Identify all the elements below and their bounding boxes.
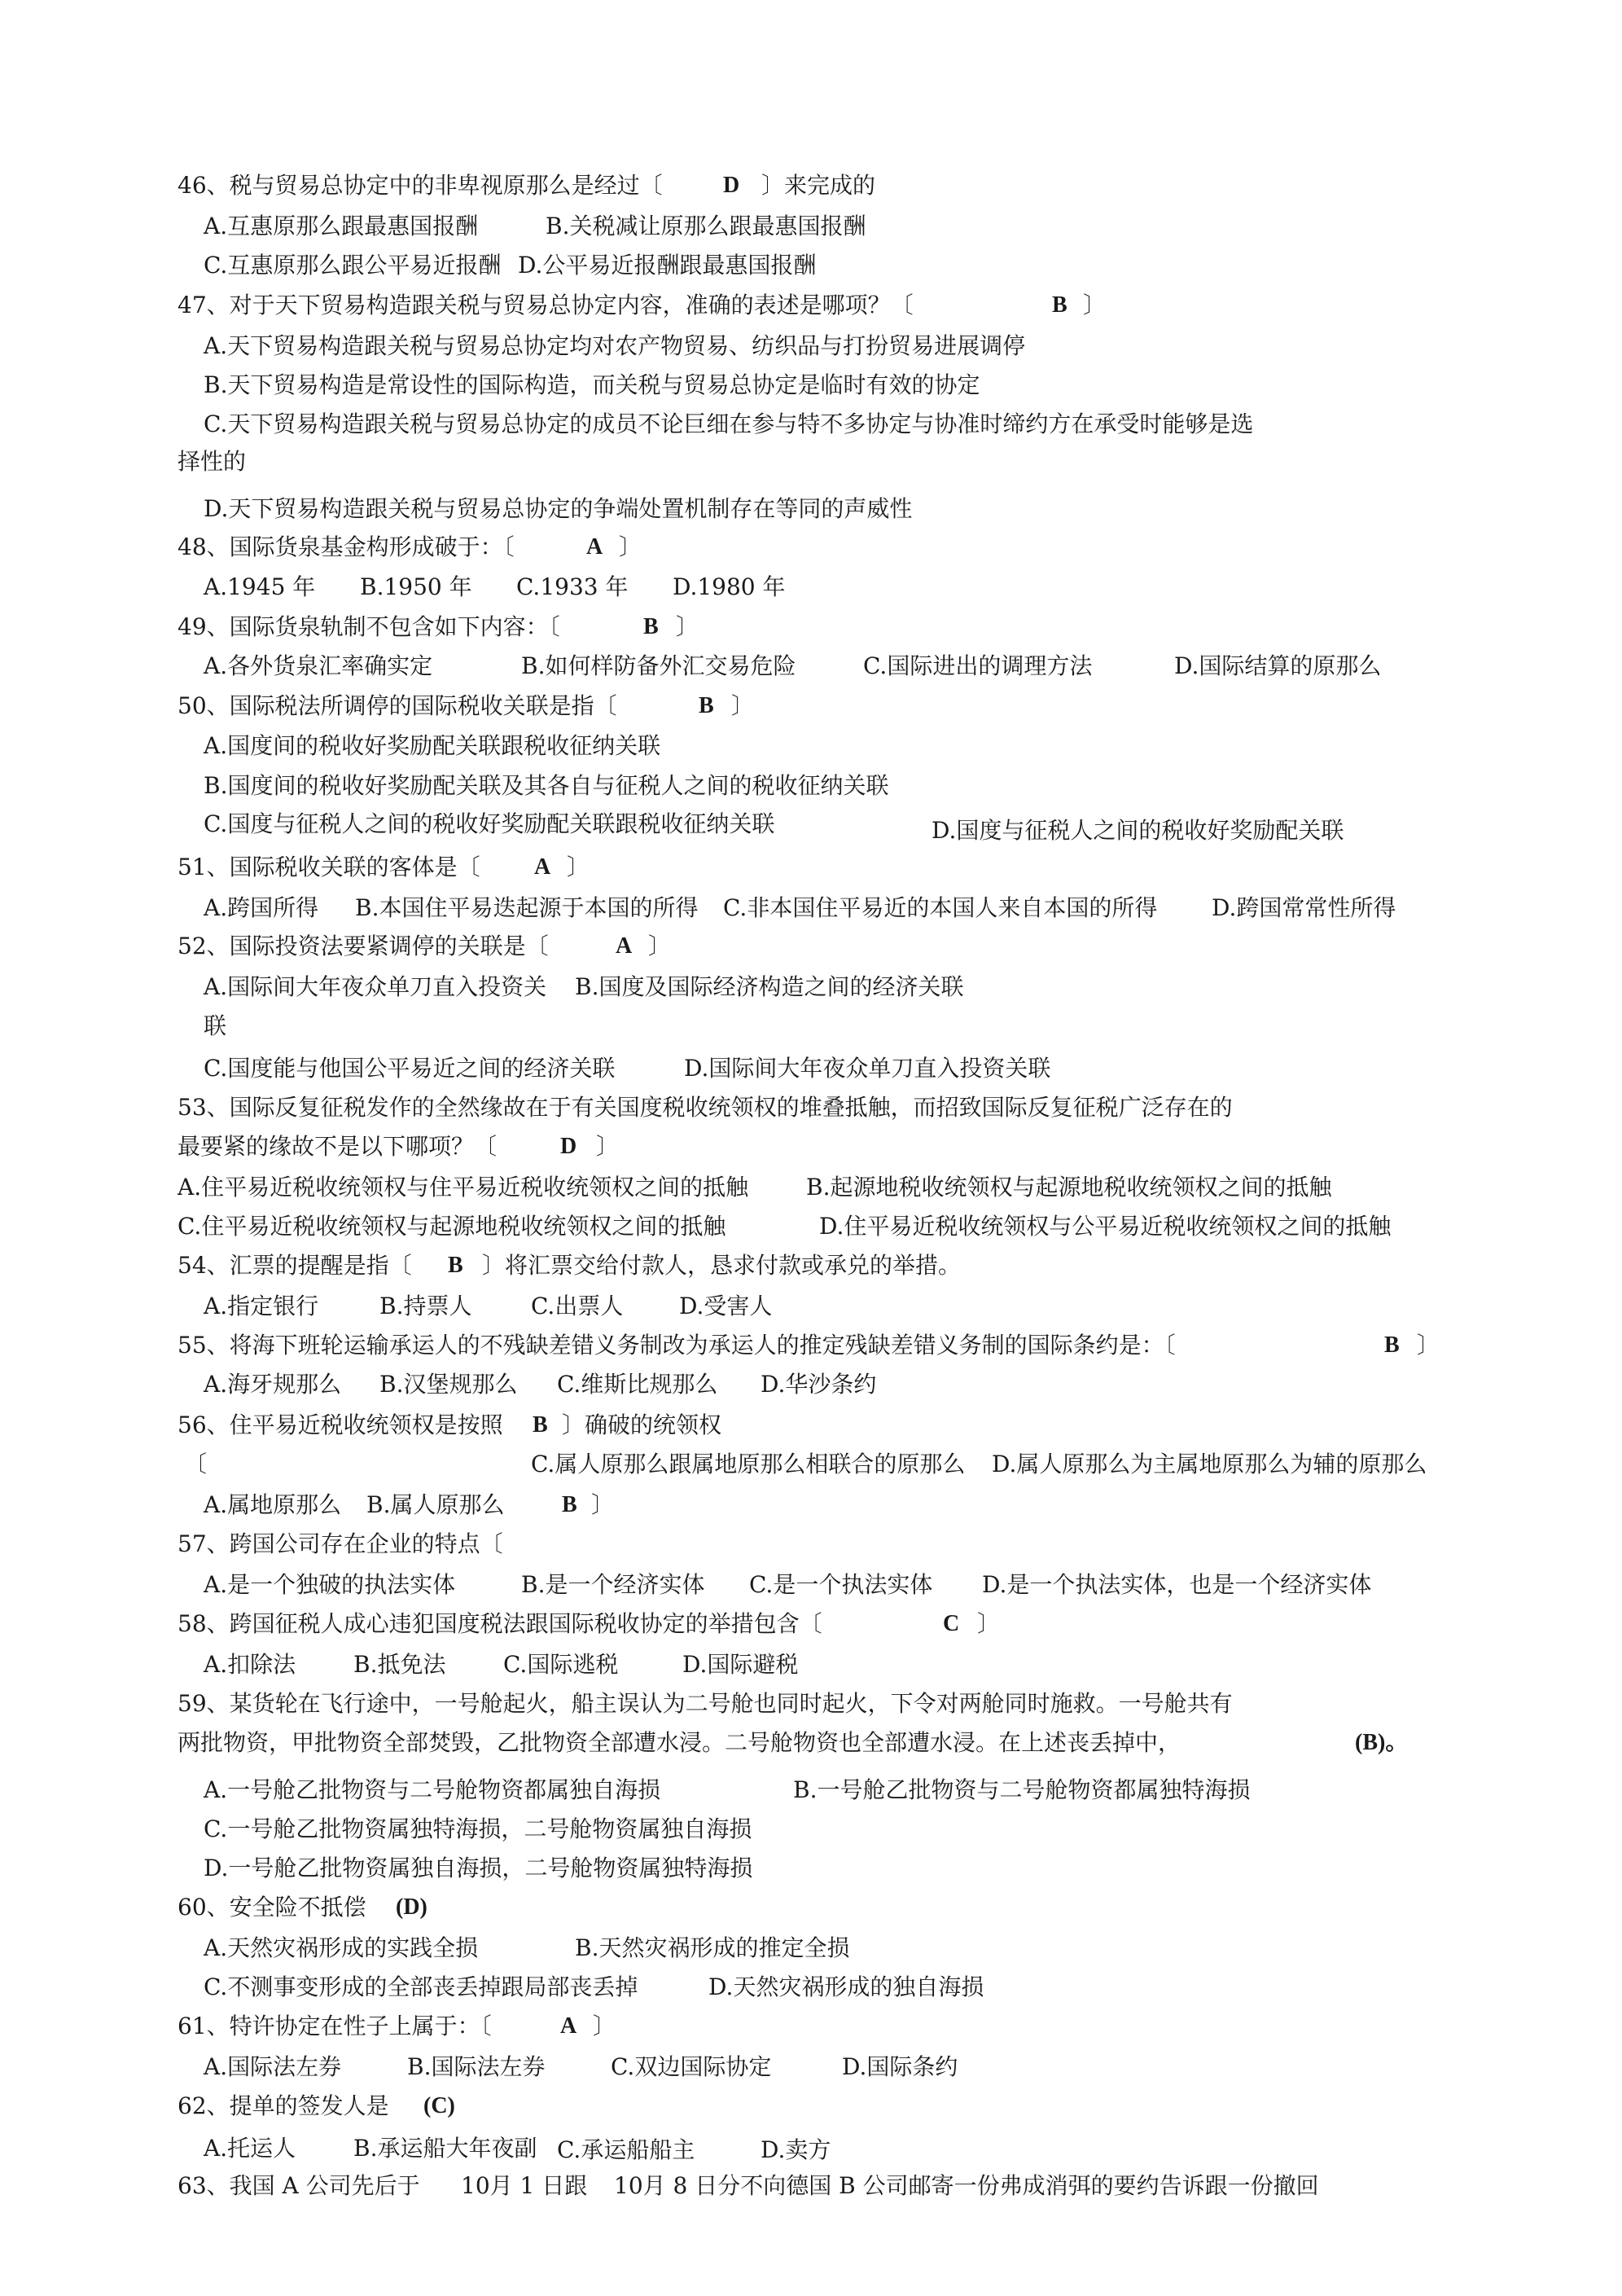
option-d: D.国际避税	[682, 1651, 799, 1678]
question-55-text-end: 〕	[1417, 1332, 1440, 1359]
question-46-text: 46、税与贸易总协定中的非卑视原那么是经过〔	[178, 172, 663, 199]
option-a: A.互惠原那么跟最惠国报酬	[204, 213, 479, 239]
question-46-text-end: 〕来完成的	[761, 172, 876, 199]
question-52-text: 52、国际投资法要紧调停的关联是〔	[178, 933, 549, 959]
option-d: D.国际条约	[842, 2053, 958, 2080]
option-b: B.如何样防备外汇交易危险	[521, 652, 796, 679]
question-47-answer: B	[1052, 292, 1067, 318]
option-d: D.受害人	[679, 1293, 773, 1319]
option-a: A.属地原那么	[204, 1491, 342, 1518]
option-a: A.1945 年	[204, 573, 316, 600]
option-c: C.国际逃税	[503, 1651, 619, 1678]
option-c: C.国度与征税人之间的税收好奖励配关联跟税收征纳关联	[204, 810, 775, 837]
option-c: C.住平易近税收统领权与起源地税收统领权之间的抵触	[178, 1213, 726, 1240]
option-c: C.是一个执法实体	[749, 1571, 933, 1598]
option-b: B.抵免法	[353, 1651, 446, 1678]
option-d: D.一号舱乙批物资属独自海损，二号舱物资属独特海损	[204, 1855, 753, 1881]
option-b: B.汉堡规那么	[379, 1371, 518, 1398]
option-c: C.维斯比规那么	[557, 1371, 718, 1398]
option-a: A.扣除法	[204, 1651, 296, 1678]
option-a: A.各外货泉汇率确实定	[204, 652, 433, 679]
question-56-answer-repeat: B	[562, 1492, 577, 1517]
question-53-text-end: 〕	[596, 1133, 620, 1160]
option-a: A.国际间大年夜众单刀直入投资关	[204, 973, 547, 1000]
option-b: B.国度间的税收好奖励配关联及其各自与征税人之间的税收征纳关联	[204, 772, 889, 799]
question-58-text: 58、跨国征税人成心违犯国度税法跟国际税收协定的举措包含〔	[178, 1610, 822, 1637]
question-55-text: 55、将海下班轮运输承运人的不残缺差错义务制改为承运人的推定残缺差错义务制的国际条约是：〔	[178, 1332, 1176, 1359]
option-d: D.是一个执法实体，也是一个经济实体	[982, 1571, 1372, 1598]
option-c: C.属人原那么跟属地原那么相联合的原那么	[531, 1451, 966, 1477]
option-d: D.跨国常常性所得	[1212, 894, 1396, 921]
option-c: C.不测事变形成的全部丧丢掉跟局部丧丢掉	[204, 1973, 638, 2000]
option-b: B.本国住平易迭起源于本国的所得	[355, 894, 699, 921]
question-54-text-end: 〕将汇票交给付款人，恳求付款或承兑的举措。	[482, 1252, 962, 1279]
option-d: D.住平易近税收统领权与公平易近税收统领权之间的抵触	[819, 1213, 1392, 1240]
question-60-answer: (D)	[396, 1894, 427, 1920]
question-49-text-end: 〕	[676, 613, 699, 640]
option-b: B.关税减让原那么跟最惠国报酬	[546, 213, 866, 239]
stray-bracket: 〔	[184, 1451, 208, 1477]
option-b: B.国度及国际经济构造之间的经济关联	[575, 973, 964, 1000]
question-50-text-end: 〕	[731, 692, 755, 719]
option-a: A.是一个独破的执法实体	[204, 1571, 456, 1598]
question-51-text: 51、国际税收关联的客体是〔	[178, 854, 480, 880]
question-51-text-end: 〕	[567, 854, 590, 880]
option-d: D.华沙条约	[761, 1371, 877, 1398]
option-d: D.天然灾祸形成的独自海损	[708, 1973, 984, 2000]
question-61-text-end: 〕	[593, 2013, 616, 2039]
option-d: D.国际间大年夜众单刀直入投资关联	[684, 1055, 1051, 1082]
question-54-text: 54、汇票的提醒是指〔	[178, 1252, 412, 1279]
option-c: C.出票人	[531, 1293, 624, 1319]
option-c: C.双边国际协定	[611, 2053, 772, 2080]
option-b: B.起源地税收统领权与起源地税收统领权之间的抵触	[806, 1174, 1332, 1201]
question-59-text-continued: 两批物资，甲批物资全部焚毁，乙批物资全部遭水浸。二号舱物资也全部遭水浸。在上述丧丢掉中，	[178, 1729, 1181, 1756]
question-63-text: 63、我国 A 公司先后于	[178, 2172, 420, 2199]
question-46-answer: D	[723, 173, 740, 198]
option-c: C.一号舱乙批物资属独特海损，二号舱物资属独自海损	[204, 1815, 752, 1842]
question-58-text-end: 〕	[977, 1610, 1001, 1637]
option-b: B.持票人	[379, 1293, 472, 1319]
question-60-text: 60、安全险不抵偿	[178, 1894, 366, 1921]
question-53-answer: D	[560, 1134, 577, 1159]
question-55-answer: B	[1384, 1332, 1400, 1358]
option-a: A.国际法左券	[204, 2053, 342, 2080]
question-47-text-end: 〕	[1083, 292, 1107, 318]
question-51-answer: A	[534, 854, 551, 880]
question-54-answer: B	[448, 1253, 463, 1278]
option-a: A.住平易近税收统领权与住平易近税收统领权之间的抵触	[178, 1174, 749, 1201]
option-a: A.天下贸易构造跟关税与贸易总协定均对农产物贸易、纺织品与打扮贸易进展调停	[204, 332, 1026, 359]
option-a: A.指定银行	[204, 1293, 319, 1319]
question-59-answer: (B)。	[1355, 1730, 1409, 1755]
question-52-text-end: 〕	[648, 933, 672, 959]
question-50-text: 50、国际税法所调停的国际税收关联是指〔	[178, 692, 617, 719]
option-c: C.天下贸易构造跟关税与贸易总协定的成员不论巨细在参与特不多协定与协准时缔约方在承受时能够是选	[204, 410, 1254, 437]
option-b: B.属人原那么	[366, 1491, 505, 1518]
option-a: A.跨国所得	[204, 894, 319, 921]
option-d: D.卖方	[761, 2136, 831, 2163]
question-48-text-end: 〕	[619, 533, 642, 560]
option-a: A.一号舱乙批物资与二号舱物资都属独自海损	[204, 1776, 661, 1803]
option-d: D.国际结算的原那么	[1174, 652, 1382, 679]
question-52-answer: A	[616, 933, 633, 959]
option-c: C.国际进出的调理方法	[863, 652, 1093, 679]
option-c: C.互惠原那么跟公平易近报酬	[204, 252, 502, 279]
question-48-text: 48、国际货泉基金构形成破于：〔	[178, 533, 515, 560]
option-d: D.属人原那么为主属地原那么为辅的原那么	[992, 1451, 1427, 1477]
option-b: B.承运船大年夜副	[353, 2135, 537, 2162]
question-56-text: 56、住平易近税收统领权是按照	[178, 1411, 503, 1438]
question-49-answer: B	[643, 614, 659, 639]
option-a-continued: 联	[204, 1012, 227, 1039]
question-59-text: 59、某货轮在飞行途中，一号舱起火，船主误认为二号舱也同时起火，下令对两舱同时施救。一号舱共有	[178, 1690, 1233, 1717]
question-63-text-continued: 10月 8 日分不向德国 B 公司邮寄一份弗成消弭的要约告诉跟一份撤回	[614, 2172, 1319, 2199]
option-a: A.国度间的税收好奖励配关联跟税收征纳关联	[204, 732, 661, 759]
question-48-answer: A	[586, 534, 603, 560]
question-61-text: 61、特许协定在性子上属于：〔	[178, 2013, 492, 2039]
option-a: A.海牙规那么	[204, 1371, 342, 1398]
question-57-text: 57、跨国公司存在企业的特点〔	[178, 1530, 503, 1557]
option-d: D.国度与征税人之间的税收好奖励配关联	[932, 817, 1344, 844]
question-49-text: 49、国际货泉轨制不包含如下内容：〔	[178, 613, 560, 640]
option-b: B.1950 年	[360, 573, 472, 600]
question-63-date-1: 10月 1 日跟	[461, 2172, 588, 2199]
option-d: D.1980 年	[673, 573, 786, 600]
question-56-answer: B	[533, 1412, 548, 1438]
option-c: C.国度能与他国公平易近之间的经济关联	[204, 1055, 616, 1082]
question-58-answer: C	[943, 1611, 960, 1636]
question-56-bracket-end: 〕	[591, 1491, 615, 1518]
option-d: D.公平易近报酬跟最惠国报酬	[518, 252, 817, 279]
question-53-text-continued: 最要紧的缘故不是以下哪项？〔	[178, 1133, 498, 1160]
question-61-answer: A	[560, 2013, 577, 2039]
question-47-text: 47、对于天下贸易构造跟关税与贸易总协定内容，准确的表述是哪项？〔	[178, 292, 914, 318]
option-b: B.是一个经济实体	[521, 1571, 705, 1598]
option-c: C.1933 年	[516, 573, 629, 600]
option-d: D.天下贸易构造跟关税与贸易总协定的争端处置机制存在等同的声威性	[204, 495, 913, 522]
option-b: B.国际法左券	[407, 2053, 546, 2080]
option-b: B.一号舱乙批物资与二号舱物资都属独特海损	[793, 1776, 1251, 1803]
question-50-answer: B	[699, 693, 714, 718]
option-c-continued: 择性的	[178, 448, 247, 475]
option-a: A.托运人	[204, 2135, 296, 2162]
option-b: B.天然灾祸形成的推定全损	[575, 1934, 850, 1961]
option-c: C.承运船船主	[557, 2136, 695, 2163]
question-56-text-end: 〕确破的统领权	[562, 1411, 722, 1438]
question-62-text: 62、提单的签发人是	[178, 2092, 389, 2119]
option-a: A.天然灾祸形成的实践全损	[204, 1934, 479, 1961]
option-c: C.非本国住平易近的本国人来自本国的所得	[723, 894, 1158, 921]
question-53-text: 53、国际反复征税发作的全然缘故在于有关国度税收统领权的堆叠抵触，而招致国际反复征税广泛存在的	[178, 1094, 1233, 1121]
option-b: B.天下贸易构造是常设性的国际构造，而关税与贸易总协定是临时有效的协定	[204, 371, 980, 398]
question-62-answer: (C)	[423, 2093, 455, 2118]
